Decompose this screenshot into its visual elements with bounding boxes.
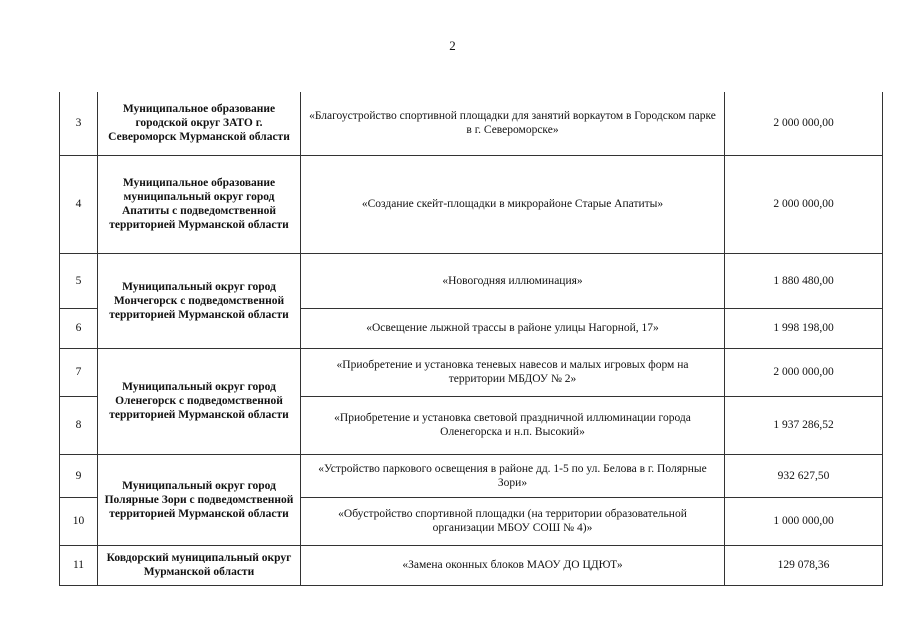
row-number: 8 [60, 396, 98, 454]
project-cell: «Благоустройство спортивной площадки для занятий воркаутом в Городском парке в г. Североморске» [301, 92, 725, 155]
amount-cell: 1 998 198,00 [725, 308, 883, 348]
project-cell: «Приобретение и установка теневых навесов и малых игровых форм на территории МБДОУ № 2» [301, 348, 725, 396]
municipality-cell: Муниципальный округ город Полярные Зори с подведомственной территорией Мурманской области [98, 454, 301, 545]
row-number: 11 [60, 545, 98, 585]
municipality-cell: Муниципальное образование муниципальный округ город Апатиты с подведомственной территорией Мурманской области [98, 155, 301, 253]
project-cell: «Замена оконных блоков МАОУ ДО ЦДЮТ» [301, 545, 725, 585]
row-number: 5 [60, 253, 98, 308]
project-cell: «Обустройство спортивной площадки (на территории образовательной организации МБОУ СОШ № 4)» [301, 497, 725, 545]
table-row [60, 348, 883, 396]
table-row [60, 155, 883, 253]
table-row [60, 92, 883, 155]
row-number: 10 [60, 497, 98, 545]
row-number: 9 [60, 454, 98, 497]
page-number: 2 [449, 38, 456, 53]
municipality-cell: Муниципальное образование городской округ ЗАТО г. Североморск Мурманской области [98, 92, 301, 155]
row-number: 6 [60, 308, 98, 348]
projects-table [59, 92, 883, 586]
project-cell: «Освещение лыжной трассы в районе улицы Нагорной, 17» [301, 308, 725, 348]
municipality-cell: Муниципальный округ город Мончегорск с подведомственной территорией Мурманской области [98, 253, 301, 348]
row-number: 4 [60, 155, 98, 253]
amount-cell: 932 627,50 [725, 454, 883, 497]
table-row [60, 253, 883, 308]
amount-cell: 129 078,36 [725, 545, 883, 585]
project-cell: «Создание скейт-площадки в микрорайоне Старые Апатиты» [301, 155, 725, 253]
amount-cell: 2 000 000,00 [725, 155, 883, 253]
municipality-cell: Муниципальный округ город Оленегорск с подведомственной территорией Мурманской области [98, 348, 301, 454]
table-row [60, 454, 883, 497]
amount-cell: 1 880 480,00 [725, 253, 883, 308]
project-cell: «Устройство паркового освещения в районе дд. 1-5 по ул. Белова в г. Полярные Зори» [301, 454, 725, 497]
row-number: 7 [60, 348, 98, 396]
row-number: 3 [60, 92, 98, 155]
amount-cell: 1 000 000,00 [725, 497, 883, 545]
municipality-cell: Ковдорский муниципальный округ Мурманской области [98, 545, 301, 585]
amount-cell: 1 937 286,52 [725, 396, 883, 454]
amount-cell: 2 000 000,00 [725, 92, 883, 155]
table-row [60, 545, 883, 585]
amount-cell: 2 000 000,00 [725, 348, 883, 396]
project-cell: «Приобретение и установка световой праздничной иллюминации города Оленегорска и н.п. Высокий» [301, 396, 725, 454]
project-cell: «Новогодняя иллюминация» [301, 253, 725, 308]
